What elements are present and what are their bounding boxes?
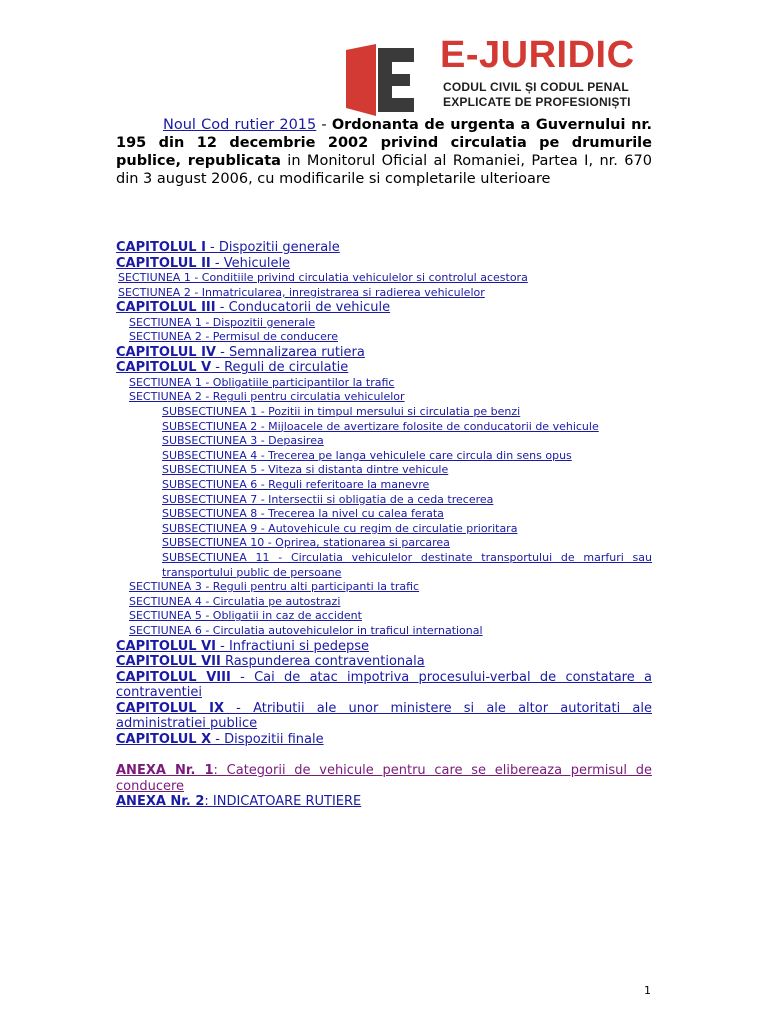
- toc-sectiune[interactable]: SECTIUNEA 2 - Reguli pentru circulatia vehiculelor: [129, 390, 405, 404]
- anexa-label: ANEXA Nr. 1: [116, 763, 214, 779]
- noul-cod-rutier-link[interactable]: Noul Cod rutier 2015: [163, 117, 317, 133]
- capitol-label: CAPITOLUL IX: [116, 700, 224, 716]
- logo-title: E-JURIDIC: [440, 34, 635, 76]
- capitol-title: Vehiculele: [223, 255, 291, 271]
- capitol-label: CAPITOLUL VIII: [116, 669, 231, 685]
- book-e-logo-icon: [346, 44, 416, 116]
- capitol-sep: -: [230, 669, 255, 685]
- logo-tagline-1: CODUL CIVIL ȘI CODUL PENAL: [443, 80, 629, 94]
- capitol-sep: -: [215, 638, 229, 654]
- toc-capitol-1[interactable]: [116, 240, 652, 256]
- capitol-sep: -: [215, 344, 229, 360]
- toc-sectiune[interactable]: SECTIUNEA 2 - Inmatricularea, inregistrarea si radierea vehiculelor: [118, 285, 485, 299]
- page-number: 1: [644, 984, 651, 997]
- toc-sectiune[interactable]: SECTIUNEA 6 - Circulatia autovehiculelor in traficul international: [129, 623, 483, 637]
- capitol-label: CAPITOLUL IV: [116, 344, 216, 360]
- capitol-title: Infractiuni si pedepse: [228, 638, 370, 654]
- toc-subsectiune[interactable]: SUBSECTIUNEA 10 - Oprirea, stationarea si parcarea: [162, 536, 450, 550]
- toc-capitol-9[interactable]: [116, 701, 652, 732]
- capitol-label: CAPITOLUL I: [116, 240, 206, 255]
- toc-sectiune[interactable]: SECTIUNEA 1 - Conditiile privind circulatia vehiculelor si controlul acestora: [118, 271, 528, 284]
- spacer: [116, 747, 652, 763]
- toc-capitol-2[interactable]: [116, 256, 652, 272]
- capitol-sep: -: [205, 240, 219, 255]
- capitol-title: Atributii ale unor ministere si ale altor autoritati ale administratiei publice: [116, 700, 652, 732]
- capitol-label: CAPITOLUL X: [116, 731, 212, 747]
- anexa-sep: :: [204, 794, 213, 810]
- capitol-title: Semnalizarea rutiera: [228, 344, 365, 360]
- toc-anexa-2[interactable]: [116, 794, 652, 810]
- toc-subsectiune[interactable]: SUBSECTIUNEA 1 - Pozitii in timpul mersului si circulatia pe benzi: [162, 405, 521, 419]
- intro-dash: -: [316, 117, 332, 133]
- toc-subsectiune[interactable]: SUBSECTIUNEA 6 - Reguli referitoare la manevre: [162, 478, 430, 492]
- toc-subsectiune[interactable]: SUBSECTIUNEA 2 - Mijloacele de avertizare folosite de conducatorii de vehicule: [162, 419, 599, 433]
- capitol-sep: -: [215, 300, 229, 316]
- capitol-title: Dispozitii generale: [218, 240, 340, 255]
- capitol-label: CAPITOLUL VI: [116, 638, 216, 654]
- toc-sectiune[interactable]: SECTIUNEA 2 - Permisul de conducere: [129, 330, 338, 344]
- capitol-sep: -: [211, 731, 225, 747]
- anexa-title: INDICATOARE RUTIERE: [212, 794, 362, 810]
- capitol-title: Reguli de circulatie: [224, 360, 349, 376]
- toc-capitol-10[interactable]: [116, 732, 652, 748]
- toc-capitol-6[interactable]: [116, 639, 652, 655]
- toc-capitol-3[interactable]: [116, 300, 652, 316]
- intro-rest: in Monitorul Oficial al Romaniei, Partea I, nr. 670 din 3 august 2006, cu modificarile si completarile ulterioare: [116, 153, 652, 187]
- toc-capitol-5[interactable]: [116, 360, 652, 376]
- anexa-title: Categorii de vehicule pentru care se elibereaza permisul de conducere: [116, 763, 652, 794]
- table-of-contents: [116, 240, 652, 810]
- toc-capitol-8[interactable]: [116, 670, 652, 701]
- capitol-label: CAPITOLUL VII: [116, 654, 221, 670]
- intro-paragraph: [116, 116, 652, 188]
- toc-sectiune[interactable]: SECTIUNEA 4 - Circulatia pe autostrazi: [129, 594, 341, 608]
- capitol-title: Conducatorii de vehicule: [228, 300, 391, 316]
- capitol-sep: -: [224, 700, 254, 716]
- logo-tagline-2: EXPLICATE DE PROFESIONIȘTI: [443, 95, 631, 109]
- capitol-label: CAPITOLUL V: [116, 360, 212, 376]
- capitol-title: Raspunderea contraventionala: [224, 654, 425, 670]
- toc-subsectiune[interactable]: SUBSECTIUNEA 4 - Trecerea pe langa vehiculele care circula din sens opus: [162, 448, 572, 462]
- toc-sectiune[interactable]: SECTIUNEA 1 - Dispozitii generale: [129, 315, 316, 329]
- toc-sectiune[interactable]: SECTIUNEA 1 - Obligatiile participantilor la trafic: [129, 375, 395, 389]
- capitol-sep: -: [211, 360, 225, 376]
- toc-capitol-4[interactable]: [116, 345, 652, 361]
- anexa-label: ANEXA Nr. 2: [116, 794, 205, 810]
- capitol-label: CAPITOLUL II: [116, 255, 211, 271]
- capitol-title: Cai de atac impotriva procesului-verbal de constatare a contraventiei: [116, 669, 652, 701]
- capitol-sep: -: [210, 255, 224, 271]
- toc-subsectiune[interactable]: SUBSECTIUNEA 7 - Intersectii si obligatia de a ceda trecerea: [162, 492, 494, 506]
- toc-subsectiune[interactable]: SUBSECTIUNEA 8 - Trecerea la nivel cu calea ferata: [162, 507, 444, 521]
- toc-sectiune[interactable]: SECTIUNEA 3 - Reguli pentru alti participanti la trafic: [129, 580, 420, 594]
- toc-subsectiune[interactable]: SUBSECTIUNEA 11 - Circulatia vehiculelor destinate transportului de marfuri sau transportului public de persoane: [162, 551, 652, 579]
- anexa-sep: :: [213, 763, 227, 779]
- toc-sectiune[interactable]: SECTIUNEA 5 - Obligatii in caz de accident: [129, 609, 362, 623]
- capitol-title: Dispozitii finale: [224, 731, 324, 747]
- toc-subsectiune[interactable]: SUBSECTIUNEA 9 - Autovehicule cu regim de circulatie prioritara: [162, 521, 518, 535]
- capitol-label: CAPITOLUL III: [116, 300, 216, 316]
- intro-bold-title: Ordonanta de urgenta a Guvernului nr. 195 din 12 decembrie 2002 privind circulatia pe drumurile publice, republicata: [116, 117, 652, 169]
- toc-subsectiune[interactable]: SUBSECTIUNEA 5 - Viteza si distanta dintre vehicule: [162, 463, 449, 477]
- toc-anexa-1[interactable]: [116, 763, 652, 794]
- toc-capitol-7[interactable]: [116, 654, 652, 670]
- toc-subsectiune[interactable]: SUBSECTIUNEA 3 - Depasirea: [162, 434, 324, 448]
